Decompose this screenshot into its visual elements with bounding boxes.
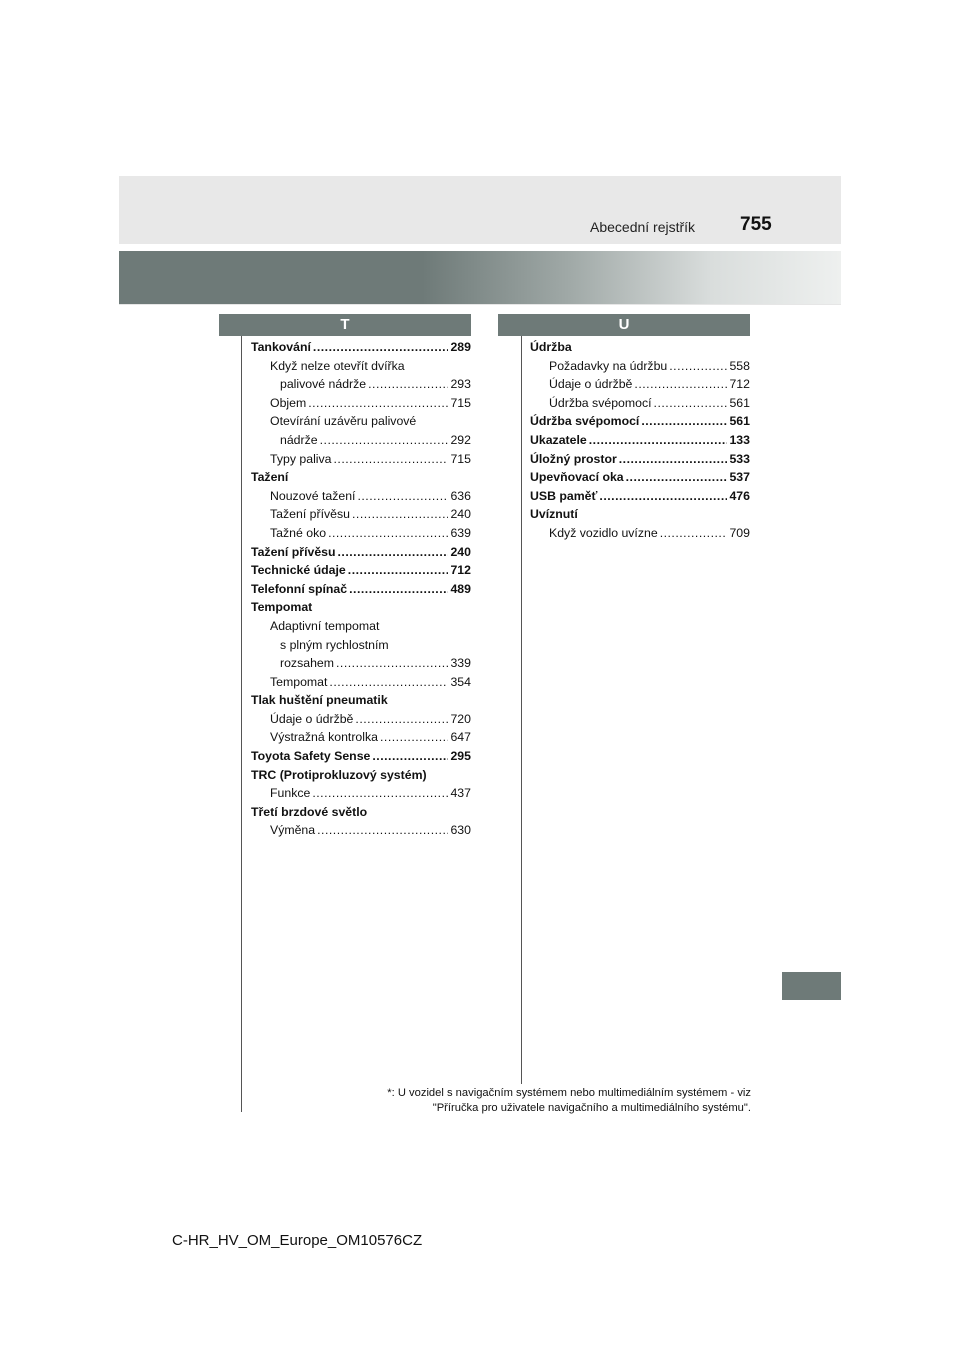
leader-dots [348,561,449,580]
index-entry [530,431,750,450]
index-entry-label: Typy paliva [270,451,332,466]
index-entry-label: Telefonní spínač [251,581,348,596]
page-number: 755 [740,214,772,235]
index-entry-label: Tlak huštění pneumatik [251,693,388,708]
leader-dots [660,524,728,543]
leader-dots [368,375,448,394]
index-entry-label: Údržba [530,340,572,354]
index-entry-label: palivové nádrže [280,377,367,392]
index-entry-label: Tempomat [270,674,328,689]
footnote [387,1086,751,1116]
leader-dots [308,394,448,413]
leader-dots [372,747,448,766]
index-entry-label: Úložný prostor [530,451,617,466]
index-entry [530,375,750,394]
index-entry [251,468,471,487]
index-entry [530,487,750,506]
divider [119,304,841,305]
index-entry-page: 709 [729,525,750,540]
index-entry [251,375,471,394]
index-entry-page: 292 [450,432,471,447]
index-entry [530,394,750,413]
index-entry-label: Objem [270,395,307,410]
index-entry [251,505,471,524]
index-entry-page: 533 [729,451,750,466]
leader-dots [599,487,727,506]
index-entry-label: Výměna [270,823,316,838]
index-entry [530,505,750,524]
index-entry-label: s plným rychlostním [280,637,389,652]
leader-dots [634,375,727,394]
index-entry [251,543,471,562]
leader-dots [320,431,449,450]
index-entry [251,691,471,710]
index-entry [251,412,471,431]
leader-dots [619,450,728,469]
index-entry-label: Údaje o údržbě [549,377,633,392]
leader-dots [589,431,728,450]
index-entry-label: Třetí brzdové světlo [251,804,368,819]
leader-dots [357,487,448,506]
index-entry [251,821,471,840]
letter-header-t: T [219,314,471,336]
index-entry-label: Údržba svépomocí [530,414,640,429]
leader-dots [328,524,448,543]
index-entry-label: Když vozidlo uvízne [549,525,658,540]
decorative-gradient-band [119,251,841,304]
index-entry [251,766,471,785]
index-entry-page: 715 [450,451,471,466]
index-entry [251,784,471,803]
index-entry-label: Tažení přívěsu [251,544,336,559]
index-entry-page: 133 [729,432,750,447]
index-entry-label: Tažení přívěsu [270,507,350,522]
index-entry [251,636,471,655]
index-entry-page: 489 [450,581,471,596]
index-entry [251,338,471,357]
index-entry-page: 715 [450,395,471,410]
index-entry-label: Požadavky na údržbu [549,358,668,373]
index-entry [530,450,750,469]
index-entry [251,580,471,599]
footnote-line-2: "Příručka pro uživatele navigačního a multimediálního systému". [432,1102,751,1114]
leader-dots [338,543,449,562]
index-entry [530,524,750,543]
index-entry-page: 712 [450,563,471,578]
leader-dots [312,784,448,803]
header-band [119,176,841,244]
index-entry-label: Nouzové tažení [270,488,356,503]
index-entry [251,728,471,747]
index-entry [251,654,471,673]
index-entry-page: 476 [729,488,750,503]
index-entry-page: 561 [729,414,750,429]
leader-dots [626,468,728,487]
index-entry-page: 293 [450,377,471,392]
index-entry [251,617,471,636]
index-entry-page: 558 [729,358,750,373]
index-entry-page: 339 [450,656,471,671]
leader-dots [329,673,448,692]
leader-dots [641,412,727,431]
footnote-line-1: *: U vozidel s navigačním systémem nebo multimediálním systémem - viz [387,1087,751,1099]
index-entry-page: 289 [450,340,471,354]
index-entry-page: 639 [450,525,471,540]
index-entry-label: Když nelze otevřít dvířka [270,358,405,373]
index-entry-label: Výstražná kontrolka [270,730,378,745]
index-entry [251,803,471,822]
index-entry [251,357,471,376]
index-entry-label: USB paměť [530,488,598,503]
section-title: Abecední rejstřík [590,219,696,235]
index-entry [530,468,750,487]
index-entry-label: TRC (Protiprokluzový systém) [251,767,427,782]
index-entry-page: 537 [729,470,750,485]
leader-dots [669,357,727,376]
index-entry [251,710,471,729]
index-entry-label: Tankování [251,340,311,354]
index-entry [251,561,471,580]
index-entry [530,412,750,431]
index-entry [251,747,471,766]
index-entry-label: rozsahem [280,656,334,671]
index-entry [251,394,471,413]
index-entry-label: Upevňovací oka [530,470,624,485]
index-entry-label: nádrže [280,432,318,447]
index-entry-page: 647 [450,730,471,745]
leader-dots [313,338,449,357]
index-entry-page: 240 [450,507,471,522]
index-entry-label: Technické údaje [251,563,346,578]
index-column-u [530,338,750,543]
index-entry-page: 712 [729,377,750,392]
index-entry-page: 240 [450,544,471,559]
index-entry-label: Ukazatele [530,432,587,447]
index-entry-page: 720 [450,711,471,726]
index-entry [251,673,471,692]
leader-dots [317,821,448,840]
index-entry-label: Adaptivní tempomat [270,618,380,633]
index-entry [251,487,471,506]
leader-dots [352,505,448,524]
index-entry-label: Funkce [270,786,311,801]
index-entry-label: Toyota Safety Sense [251,749,371,764]
column-rule-left [241,336,242,1112]
index-entry [251,431,471,450]
index-entry-label: Tažení [251,470,289,485]
index-entry-label: Údržba svépomocí [549,395,652,410]
index-entry-label: Otevírání uzávěru palivové [270,414,417,429]
leader-dots [336,654,448,673]
index-entry-label: Uvíznutí [530,507,578,522]
index-entry-page: 295 [450,749,471,764]
index-entry [251,524,471,543]
index-entry-label: Tempomat [251,600,313,615]
index-entry-page: 354 [450,674,471,689]
index-entry [251,450,471,469]
column-rule-middle [521,336,522,1084]
index-entry-label: Tažné oko [270,525,327,540]
leader-dots [380,728,448,747]
index-entry [530,357,750,376]
leader-dots [355,710,448,729]
index-entry-page: 437 [450,786,471,801]
index-entry [251,598,471,617]
index-entry-page: 630 [450,823,471,838]
leader-dots [334,450,449,469]
document-code: C-HR_HV_OM_Europe_OM10576CZ [172,1232,423,1249]
index-entry-page: 561 [729,395,750,410]
index-entry-label: Údaje o údržbě [270,711,354,726]
letter-header-u: U [498,314,750,336]
leader-dots [349,580,448,599]
chapter-side-tab [782,972,841,1000]
index-column-t [251,338,471,840]
index-entry [530,338,750,357]
index-entry-page: 636 [450,488,471,503]
leader-dots [654,394,728,413]
